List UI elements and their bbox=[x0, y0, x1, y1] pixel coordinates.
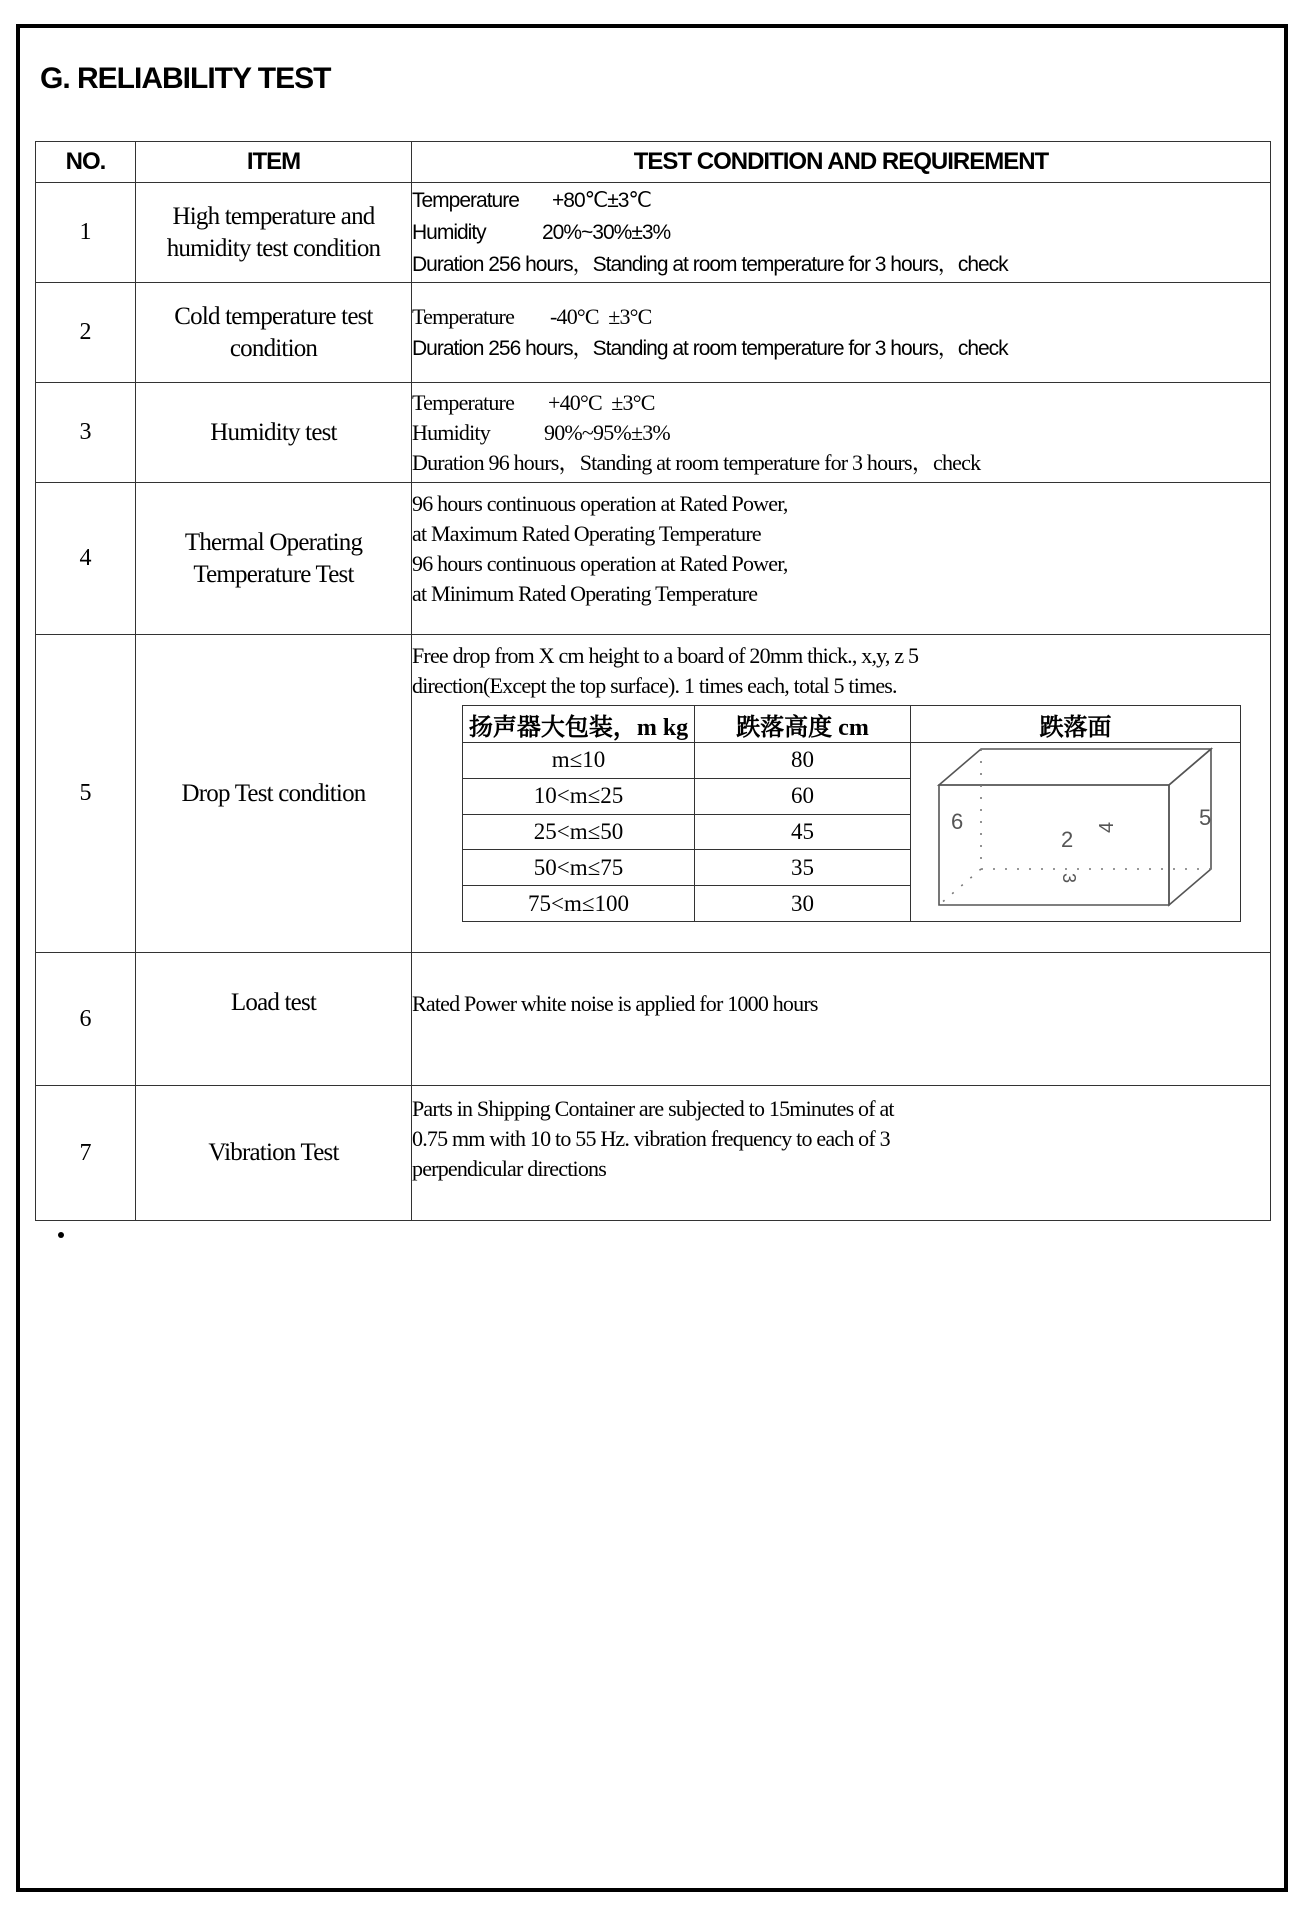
row-condition bbox=[412, 953, 1271, 1086]
condition-value: +40°C ±3°C bbox=[548, 389, 655, 415]
table-row bbox=[36, 953, 1271, 1086]
row-number: 4 bbox=[36, 483, 136, 635]
drop-mass: 50<m≤75 bbox=[463, 850, 695, 886]
face-label-right: 5 bbox=[1199, 805, 1212, 830]
condition-line: perpendicular directions bbox=[412, 1156, 606, 1181]
condition-value: 90%~95%±3% bbox=[544, 419, 670, 445]
item-line: condition bbox=[229, 334, 318, 362]
condition-line: Free drop from X cm height to a board of 20mm thick., x,y, z 5 bbox=[412, 643, 919, 668]
drop-height: 30 bbox=[695, 886, 911, 922]
item-line: Load test bbox=[230, 989, 317, 1016]
condition-line bbox=[412, 388, 1270, 418]
bullet-dot bbox=[58, 1232, 64, 1238]
item-line: Drop Test condition bbox=[181, 779, 366, 807]
item-line: Humidity test bbox=[210, 418, 337, 446]
condition-line: 96 hours continuous operation at Rated Power, bbox=[412, 491, 788, 516]
row-condition bbox=[412, 283, 1271, 383]
table-row bbox=[36, 635, 1271, 953]
drop-header-face: 跌落面 bbox=[911, 706, 1241, 743]
drop-height: 35 bbox=[695, 850, 911, 886]
condition-line: at Minimum Rated Operating Temperature bbox=[412, 581, 758, 606]
condition-line: Duration 96 hours，Standing at room temperature for 3 hours，check bbox=[412, 449, 981, 475]
condition-line: Parts in Shipping Container are subjected to 15minutes of at bbox=[412, 1096, 894, 1121]
row-number: 1 bbox=[36, 183, 136, 283]
row-condition bbox=[412, 383, 1271, 483]
item-line: humidity test condition bbox=[166, 234, 381, 262]
item-line: Thermal Operating bbox=[184, 528, 363, 556]
condition-label: Temperature bbox=[412, 389, 515, 415]
item-line: Temperature Test bbox=[193, 560, 354, 588]
drop-header-row bbox=[463, 706, 1241, 743]
section-title: G. RELIABILITY TEST bbox=[40, 62, 331, 95]
drop-mass: m≤10 bbox=[463, 743, 695, 779]
face-label-front: 2 bbox=[1061, 827, 1074, 852]
row-condition bbox=[412, 1086, 1271, 1221]
row-number: 6 bbox=[36, 953, 136, 1086]
condition-line: Duration 256 hours，Standing at room temperature for 3 hours，check bbox=[412, 336, 1008, 360]
drop-height: 45 bbox=[695, 814, 911, 850]
drop-header-mass: 扬声器大包装，m kg bbox=[463, 706, 695, 743]
drop-header-height: 跌落高度 cm bbox=[695, 706, 911, 743]
drop-row bbox=[463, 743, 1241, 779]
row-item bbox=[136, 483, 412, 635]
condition-line bbox=[412, 217, 1270, 249]
condition-line: Rated Power white noise is applied for 1000 hours bbox=[412, 991, 818, 1016]
face-label-bottom: 3 bbox=[1059, 873, 1079, 884]
row-item bbox=[136, 283, 412, 383]
table-header-row bbox=[36, 142, 1271, 183]
row-condition bbox=[412, 183, 1271, 283]
condition-label: Temperature bbox=[412, 303, 515, 329]
condition-line: at Maximum Rated Operating Temperature bbox=[412, 521, 761, 546]
condition-line: 96 hours continuous operation at Rated Power, bbox=[412, 551, 788, 576]
row-condition bbox=[412, 483, 1271, 635]
row-number: 2 bbox=[36, 283, 136, 383]
drop-mass: 10<m≤25 bbox=[463, 778, 695, 814]
face-label-left: 6 bbox=[951, 809, 964, 834]
item-line: High temperature and bbox=[172, 202, 375, 230]
face-label-top: 4 bbox=[1096, 821, 1118, 833]
table-row bbox=[36, 283, 1271, 383]
row-item bbox=[136, 635, 412, 953]
table-row bbox=[36, 383, 1271, 483]
condition-label: Temperature bbox=[412, 188, 519, 212]
condition-value: -40°C ±3°C bbox=[550, 303, 652, 329]
row-condition bbox=[412, 635, 1271, 953]
item-line: Vibration Test bbox=[208, 1139, 339, 1166]
condition-line bbox=[412, 301, 1270, 333]
item-line: Cold temperature test bbox=[174, 302, 373, 330]
drop-height-table bbox=[462, 705, 1241, 922]
box-top-face bbox=[939, 749, 1211, 785]
condition-value: +80℃±3℃ bbox=[552, 188, 651, 212]
condition-value: 20%~30%±3% bbox=[542, 220, 671, 244]
box-hidden-edge-depth bbox=[939, 869, 981, 905]
condition-line bbox=[412, 185, 1270, 217]
row-item bbox=[136, 183, 412, 283]
row-number: 3 bbox=[36, 383, 136, 483]
reliability-test-table bbox=[35, 141, 1271, 1221]
condition-label: Humidity bbox=[412, 220, 486, 244]
row-number: 5 bbox=[36, 635, 136, 953]
drop-mass: 25<m≤50 bbox=[463, 814, 695, 850]
drop-height-table-wrap bbox=[462, 705, 1240, 922]
header-condition: TEST CONDITION AND REQUIREMENT bbox=[412, 142, 1271, 183]
row-item bbox=[136, 953, 412, 1086]
drop-face-box-diagram bbox=[911, 743, 1241, 915]
condition-line: Duration 256 hours，Standing at room temperature for 3 hours，check bbox=[412, 252, 1008, 276]
drop-height: 60 bbox=[695, 778, 911, 814]
condition-line: direction(Except the top surface). 1 times each, total 5 times. bbox=[412, 673, 897, 698]
header-no: NO. bbox=[36, 142, 136, 183]
condition-line bbox=[412, 418, 1270, 448]
drop-face-diagram-cell bbox=[911, 743, 1241, 922]
drop-height: 80 bbox=[695, 743, 911, 779]
header-item: ITEM bbox=[136, 142, 412, 183]
drop-mass: 75<m≤100 bbox=[463, 886, 695, 922]
row-number: 7 bbox=[36, 1086, 136, 1221]
row-item bbox=[136, 383, 412, 483]
condition-label: Humidity bbox=[412, 419, 490, 445]
condition-line: 0.75 mm with 10 to 55 Hz. vibration frequency to each of 3 bbox=[412, 1126, 890, 1151]
row-item bbox=[136, 1086, 412, 1221]
table-row bbox=[36, 483, 1271, 635]
box-front-face bbox=[939, 785, 1169, 905]
table-row bbox=[36, 183, 1271, 283]
table-row bbox=[36, 1086, 1271, 1221]
